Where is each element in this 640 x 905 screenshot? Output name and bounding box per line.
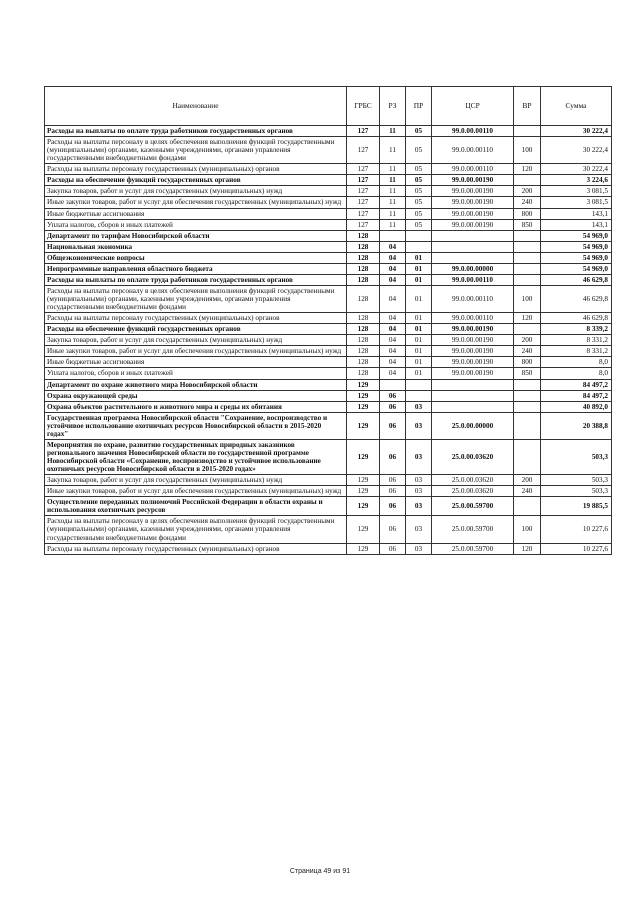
cell-pr: 05	[406, 197, 432, 208]
cell-rz: 04	[380, 263, 406, 274]
cell-name: Расходы на выплаты по оплате труда работников государственных органов	[45, 274, 347, 285]
table-row	[45, 368, 612, 379]
cell-pr: 03	[406, 543, 432, 554]
table-row	[45, 335, 612, 346]
table-row	[45, 390, 612, 401]
cell-csr: 25.0.00.03620	[432, 486, 514, 497]
cell-grbs: 129	[347, 475, 380, 486]
cell-grbs: 129	[347, 390, 380, 401]
cell-csr: 25.0.00.59700	[432, 516, 514, 543]
cell-grbs: 128	[347, 368, 380, 379]
cell-csr	[432, 390, 514, 401]
page-number: Страница 49 из 91	[289, 868, 351, 875]
cell-grbs: 127	[347, 175, 380, 186]
cell-grbs: 129	[347, 401, 380, 412]
cell-csr: 99.0.00.00190	[432, 197, 514, 208]
table-row	[45, 126, 612, 137]
cell-rz: 04	[380, 335, 406, 346]
cell-vr: 240	[514, 486, 541, 497]
table-row	[45, 208, 612, 219]
cell-pr: 03	[406, 401, 432, 412]
cell-grbs: 129	[347, 412, 380, 439]
cell-grbs: 129	[347, 439, 380, 474]
cell-vr	[514, 252, 541, 263]
cell-rz: 11	[380, 219, 406, 230]
cell-rz: 04	[380, 274, 406, 285]
cell-sum: 8 331,2	[541, 346, 612, 357]
table-row	[45, 186, 612, 197]
cell-csr	[432, 252, 514, 263]
cell-vr	[514, 263, 541, 274]
cell-name: Закупка товаров, работ и услуг для государственных (муниципальных) нужд	[45, 186, 347, 197]
cell-sum: 54 969,0	[541, 241, 612, 252]
cell-vr: 200	[514, 335, 541, 346]
cell-pr: 05	[406, 126, 432, 137]
cell-sum: 3 081,5	[541, 197, 612, 208]
cell-csr: 99.0.00.00190	[432, 368, 514, 379]
cell-sum: 30 222,4	[541, 137, 612, 164]
cell-name: Уплата налогов, сборов и иных платежей	[45, 368, 347, 379]
cell-pr: 03	[406, 497, 432, 516]
cell-csr: 99.0.00.00190	[432, 346, 514, 357]
cell-vr: 800	[514, 357, 541, 368]
table-row	[45, 486, 612, 497]
table-row	[45, 230, 612, 241]
cell-grbs: 127	[347, 137, 380, 164]
cell-grbs: 129	[347, 497, 380, 516]
cell-name: Непрограммные направления областного бюджета	[45, 263, 347, 274]
cell-name: Иные бюджетные ассигнования	[45, 208, 347, 219]
cell-sum: 10 227,6	[541, 543, 612, 554]
cell-sum: 54 969,0	[541, 252, 612, 263]
cell-sum: 30 222,4	[541, 126, 612, 137]
table-row	[45, 357, 612, 368]
cell-vr	[514, 241, 541, 252]
cell-pr: 05	[406, 164, 432, 175]
cell-name: Иные закупки товаров, работ и услуг для обеспечения государственных (муниципальных) нужд	[45, 486, 347, 497]
cell-csr: 99.0.00.00110	[432, 274, 514, 285]
cell-csr: 99.0.00.00190	[432, 324, 514, 335]
cell-name: Департамент по тарифам Новосибирской области	[45, 230, 347, 241]
cell-rz: 11	[380, 186, 406, 197]
cell-name: Осуществление переданных полномочий Российской Федерации в области охраны и использования охотничьих ресурсов	[45, 497, 347, 516]
table-row	[45, 274, 612, 285]
table-row	[45, 241, 612, 252]
cell-csr: 99.0.00.00190	[432, 219, 514, 230]
cell-name: Иные закупки товаров, работ и услуг для обеспечения государственных (муниципальных) нужд	[45, 197, 347, 208]
cell-grbs: 127	[347, 126, 380, 137]
cell-vr	[514, 274, 541, 285]
cell-name: Иные бюджетные ассигнования	[45, 357, 347, 368]
cell-pr: 01	[406, 263, 432, 274]
cell-sum: 46 629,8	[541, 274, 612, 285]
cell-pr: 01	[406, 357, 432, 368]
cell-csr	[432, 241, 514, 252]
cell-csr: 25.0.00.03620	[432, 475, 514, 486]
cell-sum: 503,3	[541, 439, 612, 474]
table-row	[45, 412, 612, 439]
cell-name: Общеэкономические вопросы	[45, 252, 347, 263]
cell-rz: 11	[380, 126, 406, 137]
cell-vr: 120	[514, 313, 541, 324]
cell-csr: 99.0.00.00000	[432, 263, 514, 274]
cell-grbs: 129	[347, 379, 380, 390]
header-sum: Сумма	[541, 87, 612, 126]
cell-rz: 06	[380, 543, 406, 554]
header-grbs: ГРБС	[347, 87, 380, 126]
cell-rz: 04	[380, 252, 406, 263]
table-row	[45, 497, 612, 516]
cell-rz: 06	[380, 497, 406, 516]
cell-vr: 120	[514, 543, 541, 554]
cell-name: Расходы на выплаты персоналу в целях обеспечения выполнения функций государственными (муниципальными) органами, казенными учреждениями, органами управления государственными внебюджетными фондами	[45, 516, 347, 543]
cell-name: Уплата налогов, сборов и иных платежей	[45, 219, 347, 230]
cell-vr: 120	[514, 164, 541, 175]
cell-pr: 03	[406, 439, 432, 474]
cell-grbs: 129	[347, 516, 380, 543]
cell-grbs: 129	[347, 486, 380, 497]
cell-csr: 99.0.00.00110	[432, 285, 514, 312]
cell-sum: 3 081,5	[541, 186, 612, 197]
cell-rz: 04	[380, 357, 406, 368]
cell-vr: 850	[514, 368, 541, 379]
cell-name: Расходы на выплаты персоналу в целях обеспечения выполнения функций государственными (муниципальными) органами, казенными учреждениями, органами управления государственными внебюджетными фондами	[45, 285, 347, 312]
cell-rz: 04	[380, 313, 406, 324]
cell-grbs: 128	[347, 263, 380, 274]
cell-vr	[514, 324, 541, 335]
cell-rz: 06	[380, 412, 406, 439]
cell-sum: 3 224,6	[541, 175, 612, 186]
cell-rz: 11	[380, 208, 406, 219]
cell-name: Государственная программа Новосибирской области "Сохранение, воспроизводство и устойчивое использование охотничьих ресурсов Новосибирской области в 2015-2020 годах"	[45, 412, 347, 439]
cell-grbs: 128	[347, 230, 380, 241]
cell-sum: 503,3	[541, 486, 612, 497]
cell-grbs: 127	[347, 219, 380, 230]
cell-pr: 01	[406, 285, 432, 312]
cell-rz: 04	[380, 324, 406, 335]
cell-vr	[514, 412, 541, 439]
cell-grbs: 128	[347, 335, 380, 346]
cell-pr	[406, 379, 432, 390]
table-row	[45, 346, 612, 357]
cell-vr: 100	[514, 516, 541, 543]
cell-csr: 99.0.00.00110	[432, 164, 514, 175]
cell-vr: 200	[514, 475, 541, 486]
cell-sum: 30 222,4	[541, 164, 612, 175]
cell-rz: 11	[380, 164, 406, 175]
cell-vr: 800	[514, 208, 541, 219]
cell-vr: 240	[514, 346, 541, 357]
cell-csr	[432, 401, 514, 412]
cell-sum: 19 885,5	[541, 497, 612, 516]
table-row	[45, 197, 612, 208]
cell-csr	[432, 230, 514, 241]
cell-pr: 01	[406, 335, 432, 346]
table-row	[45, 285, 612, 312]
cell-sum: 20 388,8	[541, 412, 612, 439]
budget-table	[44, 86, 612, 555]
cell-pr: 01	[406, 368, 432, 379]
cell-rz	[380, 230, 406, 241]
cell-rz: 04	[380, 285, 406, 312]
cell-csr: 99.0.00.00110	[432, 126, 514, 137]
cell-rz: 04	[380, 241, 406, 252]
cell-pr: 01	[406, 252, 432, 263]
cell-vr	[514, 401, 541, 412]
cell-csr: 99.0.00.00190	[432, 208, 514, 219]
cell-grbs: 129	[347, 543, 380, 554]
table-row	[45, 175, 612, 186]
cell-sum: 8,0	[541, 368, 612, 379]
cell-vr	[514, 126, 541, 137]
cell-name: Департамент по охране животного мира Новосибирской области	[45, 379, 347, 390]
cell-csr: 25.0.00.59700	[432, 543, 514, 554]
cell-pr: 03	[406, 486, 432, 497]
cell-rz: 06	[380, 401, 406, 412]
cell-sum: 8,0	[541, 357, 612, 368]
cell-rz: 06	[380, 475, 406, 486]
cell-pr: 05	[406, 186, 432, 197]
cell-csr: 25.0.00.59700	[432, 497, 514, 516]
cell-grbs: 128	[347, 313, 380, 324]
budget-table-container	[44, 86, 611, 555]
cell-pr: 01	[406, 274, 432, 285]
cell-pr: 03	[406, 475, 432, 486]
cell-vr	[514, 379, 541, 390]
cell-name: Охрана объектов растительного и животного мира и среды их обитания	[45, 401, 347, 412]
cell-sum: 8 339,2	[541, 324, 612, 335]
cell-vr	[514, 175, 541, 186]
cell-rz: 04	[380, 368, 406, 379]
cell-grbs: 128	[347, 241, 380, 252]
table-row	[45, 137, 612, 164]
cell-sum: 143,1	[541, 208, 612, 219]
cell-pr: 01	[406, 346, 432, 357]
cell-csr: 99.0.00.00190	[432, 186, 514, 197]
cell-pr: 05	[406, 137, 432, 164]
cell-name: Иные закупки товаров, работ и услуг для обеспечения государственных (муниципальных) нужд	[45, 346, 347, 357]
cell-sum: 503,3	[541, 475, 612, 486]
cell-name: Закупка товаров, работ и услуг для государственных (муниципальных) нужд	[45, 335, 347, 346]
table-row	[45, 516, 612, 543]
cell-csr	[432, 379, 514, 390]
cell-name: Расходы на выплаты персоналу государственных (муниципальных) органов	[45, 543, 347, 554]
table-row	[45, 324, 612, 335]
cell-sum: 84 497,2	[541, 379, 612, 390]
cell-pr: 05	[406, 175, 432, 186]
cell-sum: 54 969,0	[541, 263, 612, 274]
cell-vr: 100	[514, 137, 541, 164]
cell-grbs: 128	[347, 346, 380, 357]
cell-grbs: 127	[347, 197, 380, 208]
header-csr: ЦСР	[432, 87, 514, 126]
cell-vr	[514, 439, 541, 474]
cell-rz: 11	[380, 137, 406, 164]
cell-rz: 06	[380, 516, 406, 543]
cell-sum: 54 969,0	[541, 230, 612, 241]
cell-name: Расходы на обеспечение функций государственных органов	[45, 324, 347, 335]
cell-pr: 01	[406, 324, 432, 335]
table-row	[45, 475, 612, 486]
cell-grbs: 127	[347, 164, 380, 175]
table-row	[45, 439, 612, 474]
cell-grbs: 128	[347, 285, 380, 312]
cell-grbs: 127	[347, 186, 380, 197]
cell-csr: 99.0.00.00190	[432, 175, 514, 186]
cell-rz: 06	[380, 390, 406, 401]
cell-pr	[406, 230, 432, 241]
cell-pr	[406, 241, 432, 252]
table-row	[45, 313, 612, 324]
header-name: Наименование	[45, 87, 347, 126]
cell-grbs: 128	[347, 357, 380, 368]
header-vr: ВР	[514, 87, 541, 126]
cell-name: Расходы на выплаты персоналу в целях обеспечения выполнения функций государственными (муниципальными) органами, казенными учреждениями, органами управления государственными внебюджетными фондами	[45, 137, 347, 164]
cell-sum: 46 629,8	[541, 285, 612, 312]
cell-csr: 25.0.00.03620	[432, 439, 514, 474]
cell-vr: 100	[514, 285, 541, 312]
cell-pr: 05	[406, 219, 432, 230]
cell-name: Расходы на выплаты персоналу государственных (муниципальных) органов	[45, 164, 347, 175]
cell-pr: 05	[406, 208, 432, 219]
cell-vr	[514, 230, 541, 241]
table-row	[45, 401, 612, 412]
table-row	[45, 252, 612, 263]
cell-rz: 06	[380, 486, 406, 497]
cell-pr: 03	[406, 516, 432, 543]
cell-name: Расходы на обеспечение функций государственных органов	[45, 175, 347, 186]
cell-sum: 8 331,2	[541, 335, 612, 346]
cell-grbs: 128	[347, 324, 380, 335]
cell-name: Расходы на выплаты персоналу государственных (муниципальных) органов	[45, 313, 347, 324]
cell-rz: 11	[380, 175, 406, 186]
cell-csr: 99.0.00.00190	[432, 357, 514, 368]
cell-rz: 06	[380, 439, 406, 474]
cell-name: Закупка товаров, работ и услуг для государственных (муниципальных) нужд	[45, 475, 347, 486]
table-row	[45, 263, 612, 274]
cell-csr: 99.0.00.00110	[432, 313, 514, 324]
cell-vr	[514, 497, 541, 516]
cell-rz: 11	[380, 197, 406, 208]
cell-rz: 04	[380, 346, 406, 357]
cell-grbs: 128	[347, 252, 380, 263]
header-pr: ПР	[406, 87, 432, 126]
cell-pr: 01	[406, 313, 432, 324]
cell-name: Мероприятия по охране, развитию государственных природных заказников регионального значения Новосибирской области по государственной программе Новосибирской области «Сохранение, воспроизводство и устойчивое использование охотничьих ресурсов Новосибирской области в 2015-2020 годах»	[45, 439, 347, 474]
table-row	[45, 379, 612, 390]
cell-name: Охрана окружающей среды	[45, 390, 347, 401]
table-body	[45, 126, 612, 555]
cell-csr: 25.0.00.00000	[432, 412, 514, 439]
cell-sum: 10 227,6	[541, 516, 612, 543]
cell-sum: 46 629,8	[541, 313, 612, 324]
header-rz: РЗ	[380, 87, 406, 126]
cell-rz	[380, 379, 406, 390]
cell-pr: 03	[406, 412, 432, 439]
cell-grbs: 128	[347, 274, 380, 285]
cell-sum: 40 892,0	[541, 401, 612, 412]
cell-vr: 200	[514, 186, 541, 197]
cell-sum: 143,1	[541, 219, 612, 230]
header-row	[45, 87, 612, 126]
cell-vr: 240	[514, 197, 541, 208]
cell-grbs: 127	[347, 208, 380, 219]
table-row	[45, 543, 612, 554]
cell-vr	[514, 390, 541, 401]
cell-name: Расходы на выплаты по оплате труда работников государственных органов	[45, 126, 347, 137]
cell-name: Национальная экономика	[45, 241, 347, 252]
cell-sum: 84 497,2	[541, 390, 612, 401]
cell-csr: 99.0.00.00110	[432, 137, 514, 164]
table-row	[45, 164, 612, 175]
cell-vr: 850	[514, 219, 541, 230]
table-row	[45, 219, 612, 230]
cell-csr: 99.0.00.00190	[432, 335, 514, 346]
cell-pr	[406, 390, 432, 401]
